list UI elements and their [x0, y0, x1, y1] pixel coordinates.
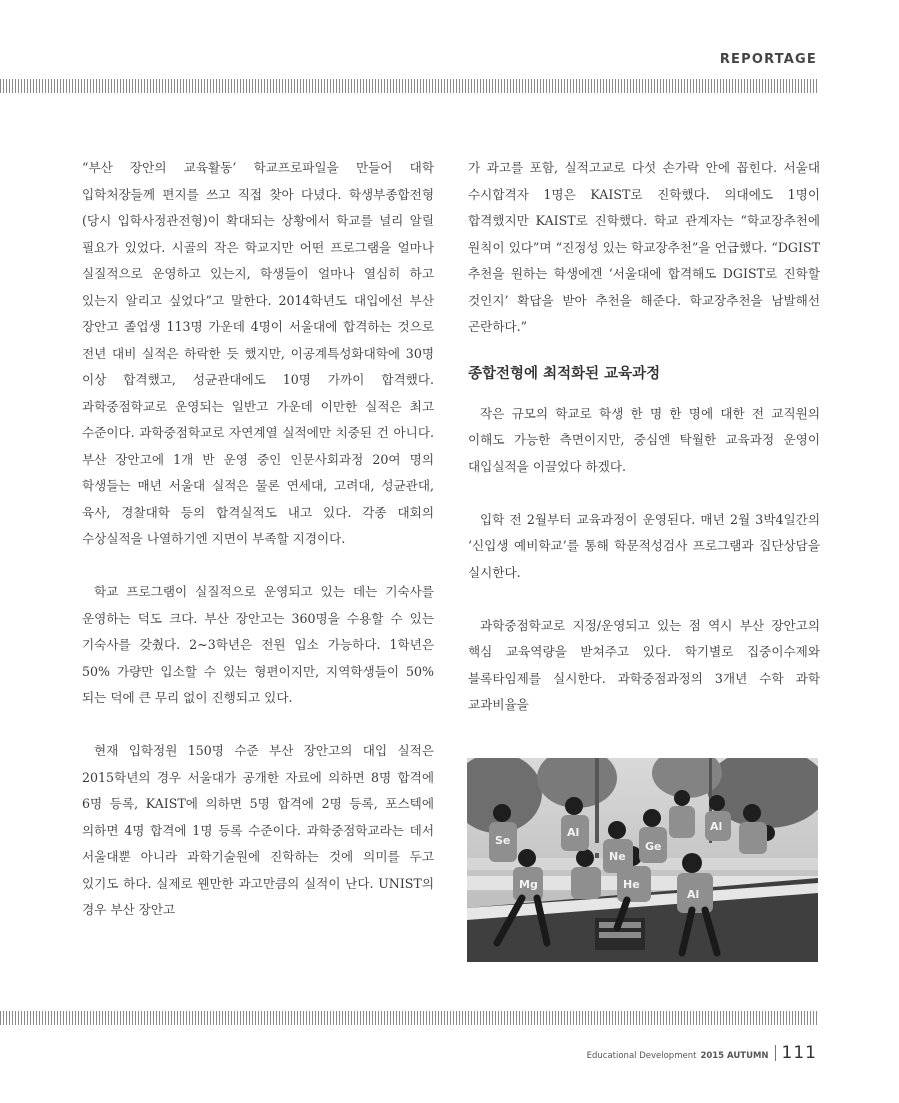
top-hatch-rule: [0, 79, 818, 93]
left-paragraph-1: “부산 장안의 교육활동’ 학교프로파일을 만들어 대학 입학처장들께 편지를 쓰고 직접 찾아 다녔다. 학생부종합전형(당시 입학사정관전형)이 확대되는 상황에서 학교를 널리 알릴 필요가 있었다. 시골의 작은 학교지만 어떤 프로그램을 얼마나 실질적으로 운영하고 있는지, 학생들이 얼마나 열심히 하고 있는지 알리고 싶었다”고 말한다. 2014학년도 대입에선 부산 장안고 졸업생 113명 가운데 4명이 서울대에 합격하는 것으로 전년 대비 실적은 하락한 듯 했지만, 이공계특성화대학에 30명 이상 합격했고, 성균관대에도 10명 가까이 합격했다. 과학중점학교로 운영되는 일반고 가운데 이만한 실적은 최고 수준이다. 과학중점학교로 자연계열 실적에만 치중된 건 아니다. 부산 장안고에 1개 반 운영 중인 인문사회과정 20여 명의 학생들는 매년 서울대 실적은 물론 연세대, 고려대, 성균관대, 육사, 경찰대학 등의 합격실적도 내고 있다. 각종 대회의 수상실적을 나열하기엔 지면이 부족할 지경이다.: [82, 160, 434, 546]
shirt-letter: Al: [710, 820, 723, 833]
students-group-photo: [467, 758, 818, 962]
right-paragraph-2: 작은 규모의 학교로 학생 한 명 한 명에 대한 전 교직원의 이해도 가능한 측면이지만, 중심엔 탁월한 교육과정 운영이 대입실적을 이끌었다 하겠다.: [468, 405, 820, 474]
left-paragraph-2: 학교 프로그램이 실질적으로 운영되고 있는 데는 기숙사를 운영하는 덕도 크다. 부산 장안고는 360명을 수용할 수 있는 기숙사를 갖췄다. 2~3학년은 전원 입소 가능하다. 1학년은 50% 가량만 입소할 수 있는 형편이지만, 지역학생들이 50%되는 덕에 큰 무리 없이 진행되고 있다.: [82, 584, 434, 705]
shirt-letter: He: [623, 878, 640, 891]
left-paragraph-3: 현재 입학정원 150명 수준 부산 장안고의 대입 실적은 2015학년의 경우 서울대가 공개한 자료에 의하면 8명 합격에 6명 등록, KAIST에 의하면 5명 합격에 2명 등록, 포스텍에 의하면 4명 합격에 1명 등록 수준이다. 과학중점학교라는 데서 서울대뿐 아니라 과학기술원에 진학하는 것에 의미를 두고 있기도 하다. 실제로 웬만한 과고만큼의 실적이 난다. UNIST의 경우 부산 장안고: [82, 743, 434, 917]
section-label: REPORTAGE: [719, 52, 817, 67]
shirt-letter: Mg: [519, 878, 538, 891]
left-column: [82, 155, 434, 924]
issue-label: 2015 AUTUMN: [700, 1051, 769, 1061]
page-footer: [587, 1042, 817, 1063]
right-paragraph-4: 과학중점학교로 지정/운영되고 있는 점 역시 부산 장안고의 핵심 교육역량을 받쳐주고 있다. 학기별로 집중이수제와 블록타임제를 실시한다. 과학중점과정의 3개년 수학 과학 교과비율을: [468, 617, 820, 712]
footer-divider: [775, 1045, 776, 1061]
section-heading: 종합전형에 최적화된 교육과정: [468, 365, 661, 382]
magazine-name: Educational Development: [586, 1051, 697, 1061]
page-number: 111: [781, 1043, 817, 1063]
shirt-letter: Ge: [645, 840, 662, 853]
bottom-hatch-rule: [0, 1011, 818, 1025]
shirt-letter: Al: [687, 888, 700, 901]
shirt-letter: Ne: [609, 850, 626, 863]
shirt-letter: Al: [567, 826, 580, 839]
students-photo-illustration: [467, 758, 818, 962]
right-paragraph-1: 가 과고를 포함, 실적고교로 다섯 손가락 안에 꼽힌다. 서울대 수시합격자 1명은 KAIST로 진학했다. 의대에도 1명이 합격했지만 KAIST로 진학했다. 학교 관계자는 “학교장추천에 원칙이 있다”며 “진정성 있는 학교장추천”을 언급했다. “DGIST 추천을 원하는 학생에겐 ‘서울대에 합격해도 DGIST로 진학할 것인지’ 확답을 받아 추천을 해준다. 학교장추천을 남발해선 곤란하다.”: [468, 160, 820, 334]
shirt-letter: Se: [495, 834, 511, 847]
right-paragraph-3: 입학 전 2월부터 교육과정이 운영된다. 매년 2월 3박4일간의 ‘신입생 예비학교’를 통해 학문적성검사 프로그램과 집단상담을 실시한다.: [468, 511, 820, 580]
right-column: [468, 155, 820, 719]
